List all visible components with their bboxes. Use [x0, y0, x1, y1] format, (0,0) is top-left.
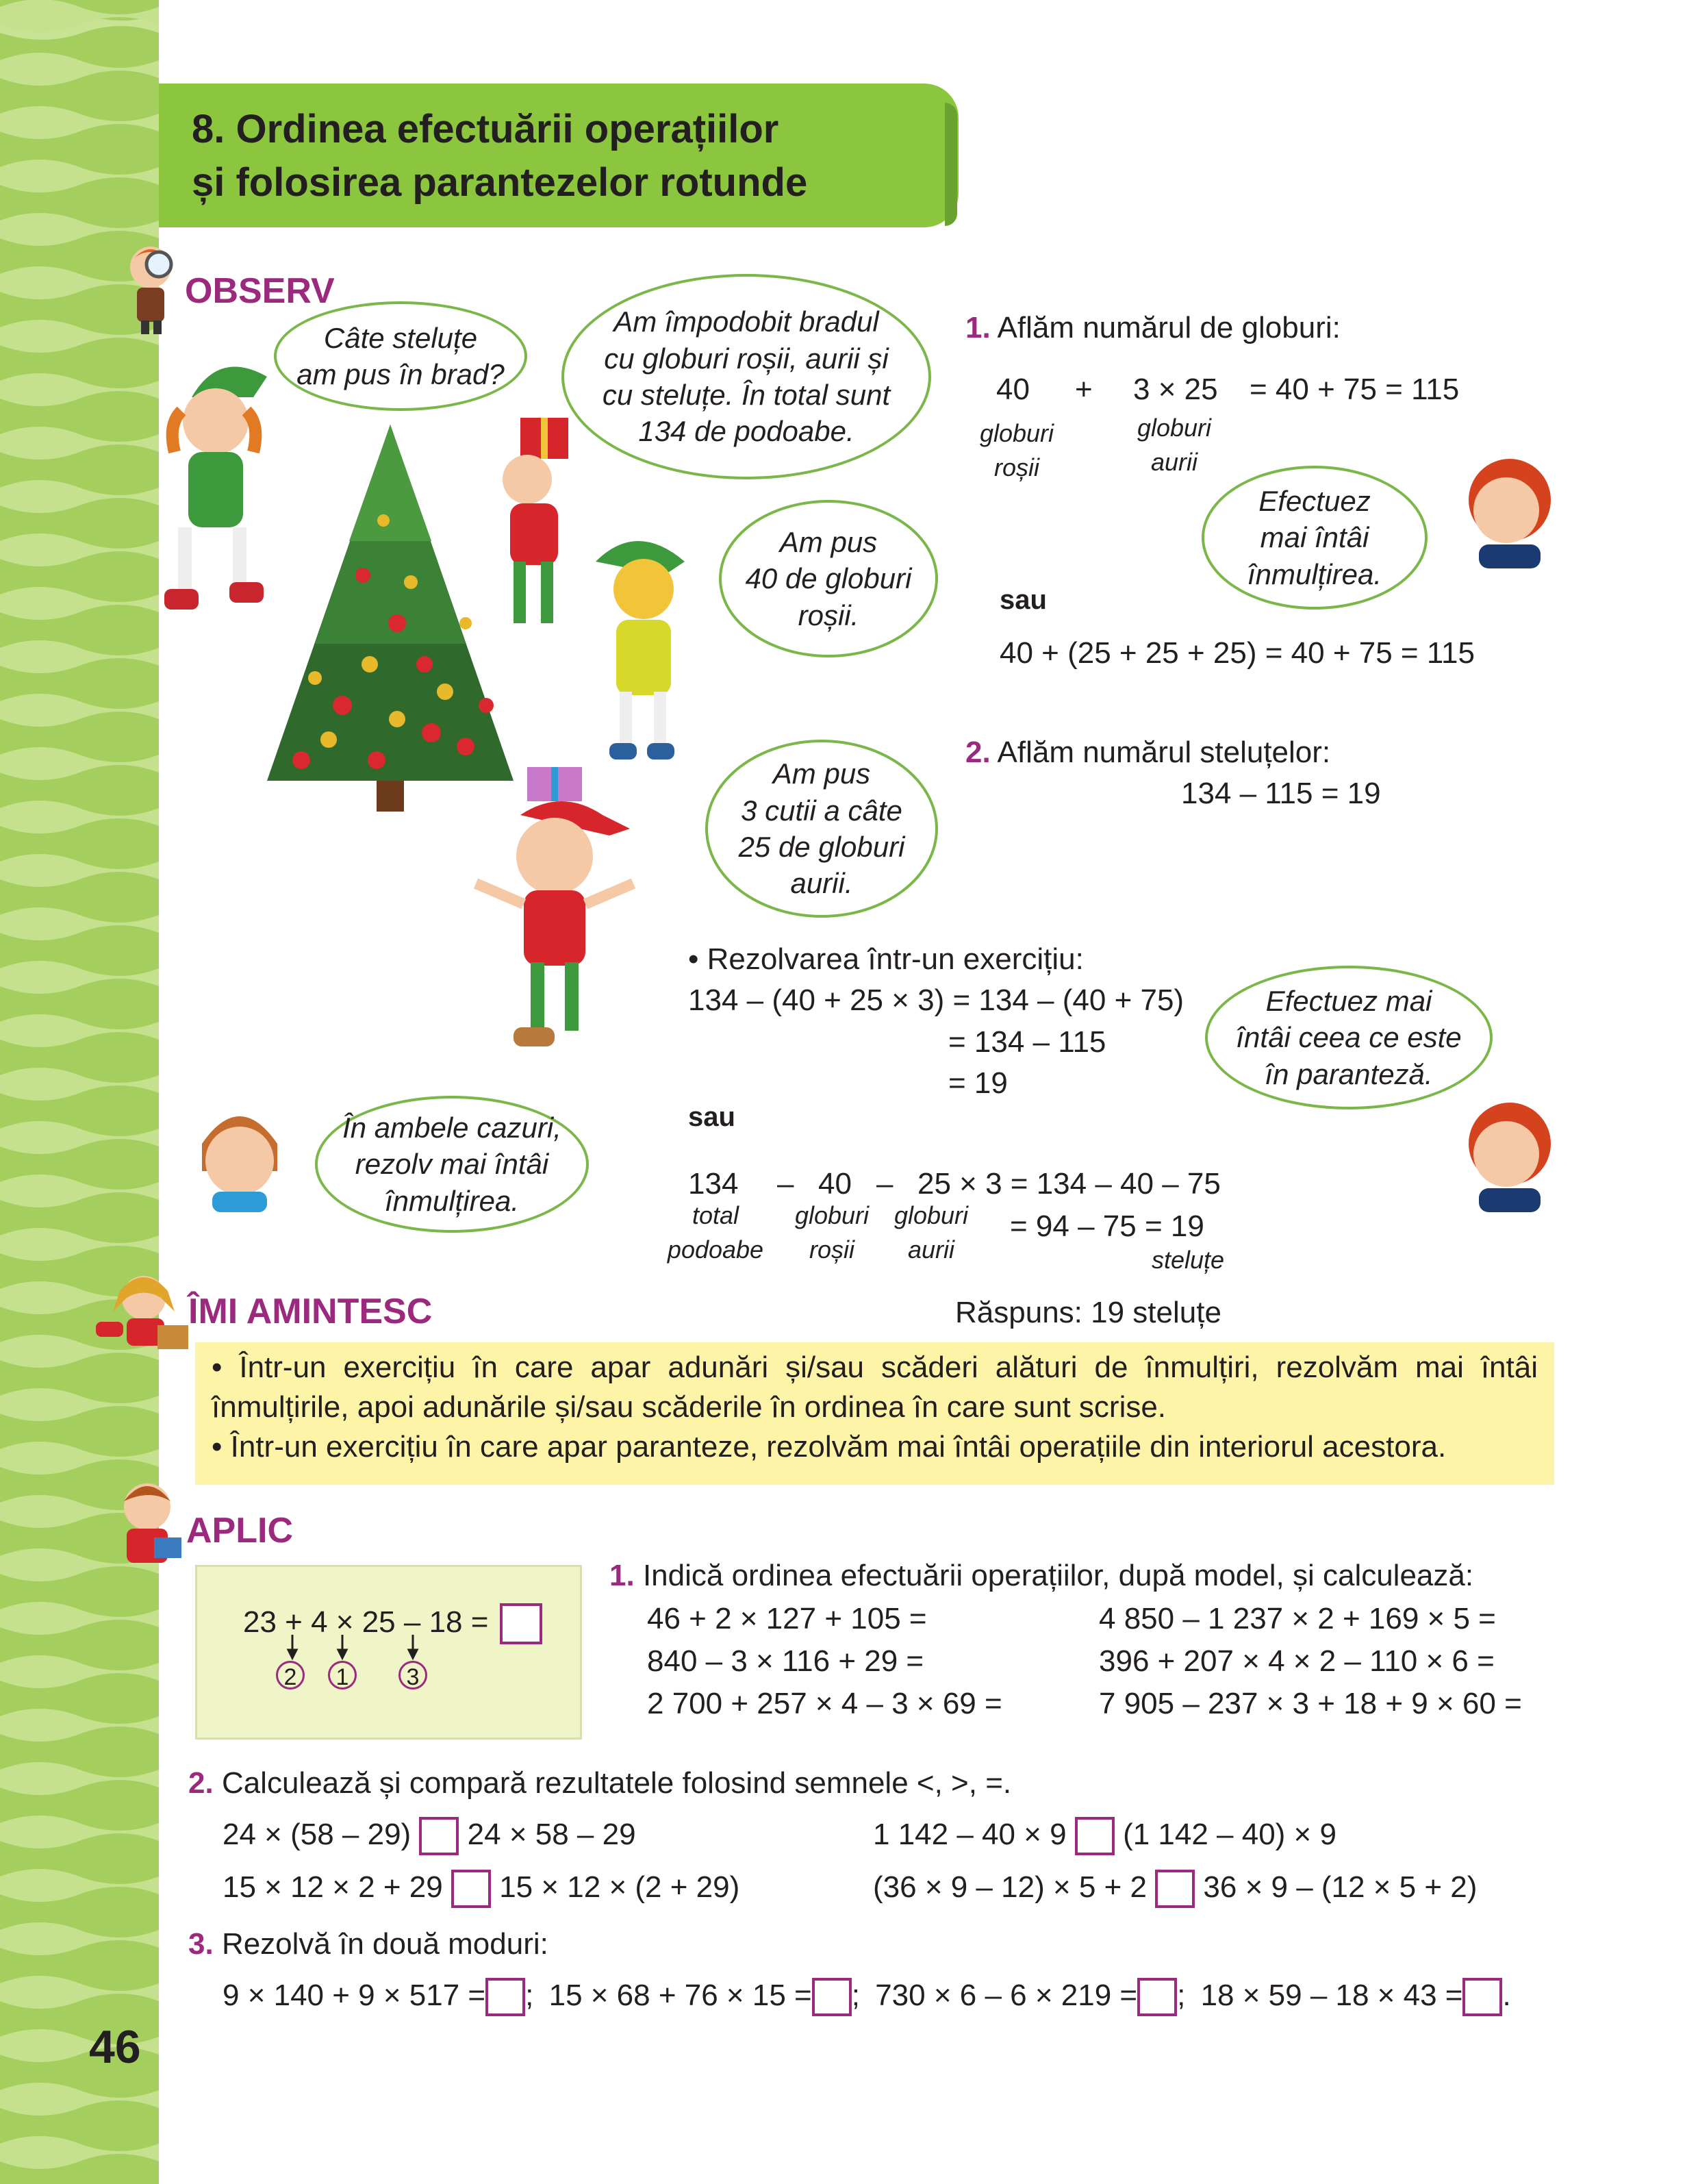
- compare-box-4[interactable]: [1155, 1870, 1195, 1908]
- label-red-globes-2: [777, 1198, 887, 1268]
- solution-b-40: 40: [818, 1167, 852, 1201]
- separator: ;: [851, 1979, 860, 2012]
- bubble-line: înmulțirea.: [384, 1184, 520, 1217]
- ex2-number: 2.: [188, 1766, 214, 1800]
- label-gold-globes-2: [876, 1198, 986, 1268]
- solution-intro: • Rezolvarea într-un exercițiu:: [688, 942, 1084, 976]
- compare-box-2[interactable]: [451, 1870, 491, 1908]
- speech-bubble-decorated-tree: [561, 274, 931, 479]
- ex3-item: 15 × 68 + 76 × 15 =: [548, 1979, 812, 2012]
- label-line: globuri: [1137, 414, 1212, 442]
- separator: ;: [1177, 1979, 1186, 2012]
- step1-term-3x25: 3 × 25: [1133, 373, 1218, 406]
- ex2-text: Calculează și compară rezultatele folosind semnele <, >, =.: [221, 1766, 1012, 1800]
- ex1-left-1: 46 + 2 × 127 + 105 =: [647, 1602, 927, 1635]
- bubble-line: 134 de podoabe.: [638, 415, 854, 448]
- bubble-line: rezolv mai întâi: [355, 1148, 549, 1181]
- bubble-line: aurii.: [790, 867, 853, 900]
- ex2-expr-right: (1 142 – 40) × 9: [1123, 1818, 1336, 1851]
- label-line: total: [692, 1201, 739, 1229]
- step1-text: Aflăm numărul de globuri:: [997, 311, 1341, 344]
- answer-box-4[interactable]: [1462, 1978, 1502, 2016]
- ex2-heading: [188, 1763, 1011, 1803]
- ex2-expr-right: 36 × 9 – (12 × 5 + 2): [1203, 1870, 1478, 1904]
- girl-face-illustration: [195, 1103, 284, 1212]
- bubble-line: 3 cutii a câte: [741, 794, 902, 827]
- speech-bubble-gold-globes: [705, 740, 938, 918]
- ex1-left-3: 2 700 + 257 × 4 – 3 × 69 =: [647, 1687, 1002, 1720]
- ex1-text: Indică ordinea efectuării operațiilor, după model, și calculează:: [642, 1559, 1474, 1592]
- bubble-line: am pus în brad?: [296, 358, 505, 390]
- order-marker-1: 1: [328, 1661, 357, 1690]
- order-marker-3: 3: [398, 1661, 427, 1690]
- solution-line-3: = 19: [948, 1066, 1008, 1100]
- step1-or: sau: [1000, 585, 1047, 615]
- page-title: [192, 103, 807, 209]
- solution-b-134: 134: [688, 1167, 739, 1201]
- ex2-pair-4: [873, 1868, 1477, 1908]
- rule-2: • Într-un exercițiu în care apar paranteze, rezolvăm mai întâi operațiile din interiorul acestora.: [212, 1430, 1447, 1464]
- ex2-expr-right: 15 × 12 × (2 + 29): [499, 1870, 740, 1904]
- bubble-line: Efectuez: [1258, 485, 1371, 517]
- label-line: globuri: [979, 419, 1054, 447]
- solution-answer: Răspuns: 19 steluțe: [955, 1296, 1221, 1329]
- model-expression-text: 23 + 4 × 25 – 18 =: [243, 1605, 489, 1639]
- speech-bubble-parentheses-first: [1205, 966, 1493, 1109]
- compare-box-3[interactable]: [1075, 1817, 1115, 1855]
- label-line: aurii: [1150, 448, 1198, 477]
- ex3-item: 9 × 140 + 9 × 517 =: [223, 1979, 486, 2012]
- ex2-expr-left: 15 × 12 × 2 + 29: [223, 1870, 443, 1904]
- ex3-item: 730 × 6 – 6 × 219 =: [875, 1979, 1138, 2012]
- label-line: podoabe: [667, 1235, 764, 1264]
- ex1-right-1: 4 850 – 1 237 × 2 + 169 × 5 =: [1099, 1602, 1496, 1635]
- label-line: globuri: [894, 1201, 969, 1229]
- speech-bubble-both-cases: [315, 1096, 589, 1233]
- bubble-line: Am pus: [779, 526, 878, 558]
- step1-term-40: 40: [996, 373, 1030, 406]
- ex2-expr-left: 24 × (58 – 29): [223, 1818, 411, 1851]
- answer-box-1[interactable]: [485, 1978, 525, 2016]
- label-red-globes: [962, 416, 1072, 486]
- bubble-line: Câte steluțe: [323, 321, 478, 354]
- label-total-decorations: [654, 1198, 777, 1268]
- speech-bubble-multiply-first: [1202, 466, 1428, 610]
- step2-text: Aflăm numărul steluțelor:: [997, 736, 1331, 769]
- bubble-line: Am împodobit bradul: [613, 305, 879, 338]
- ex1-left-2: 840 – 3 × 116 + 29 =: [647, 1644, 924, 1678]
- label-stars: steluțe: [1151, 1246, 1225, 1274]
- compare-box-1[interactable]: [419, 1817, 459, 1855]
- solution-b-line-2: = 94 – 75 = 19: [1010, 1209, 1204, 1243]
- step2-calc: 134 – 115 = 19: [1181, 777, 1381, 810]
- elf-girl-left-illustration: [151, 356, 288, 630]
- bubble-line: Am pus: [772, 757, 871, 790]
- speech-bubble-stars: [274, 301, 527, 411]
- solution-b-minus-2: –: [876, 1167, 894, 1201]
- observ-heading: OBSERV: [185, 271, 335, 311]
- ex1-number: 1.: [609, 1559, 635, 1592]
- imi-amintesc-heading: ÎMI AMINTESC: [188, 1292, 433, 1331]
- ex2-expr-left: (36 × 9 – 12) × 5 + 2: [873, 1870, 1147, 1904]
- rule-1: • Într-un exercițiu în care apar adunări și/sau scăderi alături de înmulțiri, rezolvăm mai întâi înmulțirile, apoi adunările și/sau scăderile în ordinea în care sunt scrise.: [212, 1351, 1538, 1424]
- aplic-heading: APLIC: [186, 1511, 293, 1551]
- solution-b-rest: 25 × 3 = 134 – 40 – 75: [917, 1167, 1221, 1201]
- end-mark: .: [1502, 1979, 1511, 2012]
- model-arrows: [274, 1633, 438, 1661]
- solution-or: sau: [688, 1102, 735, 1132]
- ex1-heading: [609, 1556, 1473, 1595]
- reading-girl-icon: [89, 1270, 192, 1353]
- bubble-line: Efectuez mai: [1265, 985, 1432, 1017]
- answer-box-2[interactable]: [812, 1978, 852, 2016]
- ex2-pair-1: [223, 1815, 636, 1855]
- ex3-text: Rezolvă în două moduri:: [221, 1927, 548, 1961]
- bubble-line: cu steluțe. În total sunt: [602, 379, 891, 411]
- boy-face-bottom-illustration: [1458, 1089, 1561, 1212]
- bubble-line: înmulțirea.: [1247, 557, 1382, 590]
- step1-equals: = 40 + 75 = 115: [1250, 373, 1460, 406]
- bubble-line: mai întâi: [1260, 521, 1369, 554]
- ex2-pair-3: [873, 1815, 1336, 1855]
- ex3-items: [223, 1976, 1511, 2016]
- bubble-line: 25 de globuri: [738, 831, 905, 863]
- label-line: globuri: [794, 1201, 870, 1229]
- rules-box: [195, 1342, 1554, 1485]
- bubble-line: întâi ceea ce este: [1236, 1021, 1462, 1054]
- bubble-line: cu globuri roșii, aurii și: [604, 342, 889, 375]
- step1-plus: +: [1075, 373, 1093, 406]
- step1-alternative: 40 + (25 + 25 + 25) = 40 + 75 = 115: [1000, 636, 1475, 670]
- solution-b-minus-1: –: [777, 1167, 794, 1201]
- title-banner-shadow: [945, 103, 957, 226]
- bubble-line: 40 de globuri: [745, 562, 912, 595]
- ex2-expr-right: 24 × 58 – 29: [467, 1818, 636, 1851]
- elf-boy-gift-head-illustration: [466, 760, 644, 1048]
- boy-reading-icon: [106, 1479, 188, 1575]
- ex1-right-3: 7 905 – 237 × 3 + 18 + 9 × 60 =: [1099, 1687, 1522, 1720]
- step1-heading: [965, 308, 1341, 347]
- label-line: roșii: [809, 1235, 854, 1264]
- ex3-number: 3.: [188, 1927, 214, 1961]
- title-line-2: și folosirea parantezelor rotunde: [192, 160, 808, 205]
- page-number: 46: [89, 2021, 141, 2073]
- label-line: aurii: [907, 1235, 955, 1264]
- bubble-line: roșii.: [798, 599, 859, 631]
- order-marker-2: 2: [276, 1661, 305, 1690]
- solution-line-1: 134 – (40 + 25 × 3) = 134 – (40 + 75): [688, 983, 1184, 1017]
- ex3-item: 18 × 59 – 18 × 43 =: [1200, 1979, 1463, 2012]
- step2-heading: [965, 733, 1330, 772]
- ex2-expr-left: 1 142 – 40 × 9: [873, 1818, 1067, 1851]
- speech-bubble-red-globes: [719, 500, 938, 657]
- label-gold-globes: [1119, 411, 1229, 480]
- label-line: roșii: [993, 453, 1039, 482]
- ex1-right-2: 396 + 207 × 4 × 2 – 110 × 6 =: [1099, 1644, 1495, 1678]
- ex2-pair-2: [223, 1868, 739, 1908]
- answer-box-3[interactable]: [1137, 1978, 1177, 2016]
- solution-line-2: = 134 – 115: [948, 1025, 1106, 1059]
- bubble-line: În ambele cazuri,: [342, 1112, 561, 1144]
- bubble-line: în paranteză.: [1265, 1057, 1433, 1090]
- title-line-1: 8. Ordinea efectuării operațiilor: [192, 107, 779, 151]
- magnifier-boy-icon: [116, 240, 185, 336]
- elf-with-gift-illustration: [479, 411, 589, 630]
- model-answer-box[interactable]: [500, 1603, 542, 1644]
- step1-number: 1.: [965, 311, 991, 344]
- elf-girl-yellow-illustration: [582, 534, 698, 767]
- separator: ;: [525, 1979, 534, 2012]
- ex3-heading: [188, 1924, 548, 1963]
- boy-face-top-illustration: [1458, 445, 1561, 568]
- step2-number: 2.: [965, 736, 991, 769]
